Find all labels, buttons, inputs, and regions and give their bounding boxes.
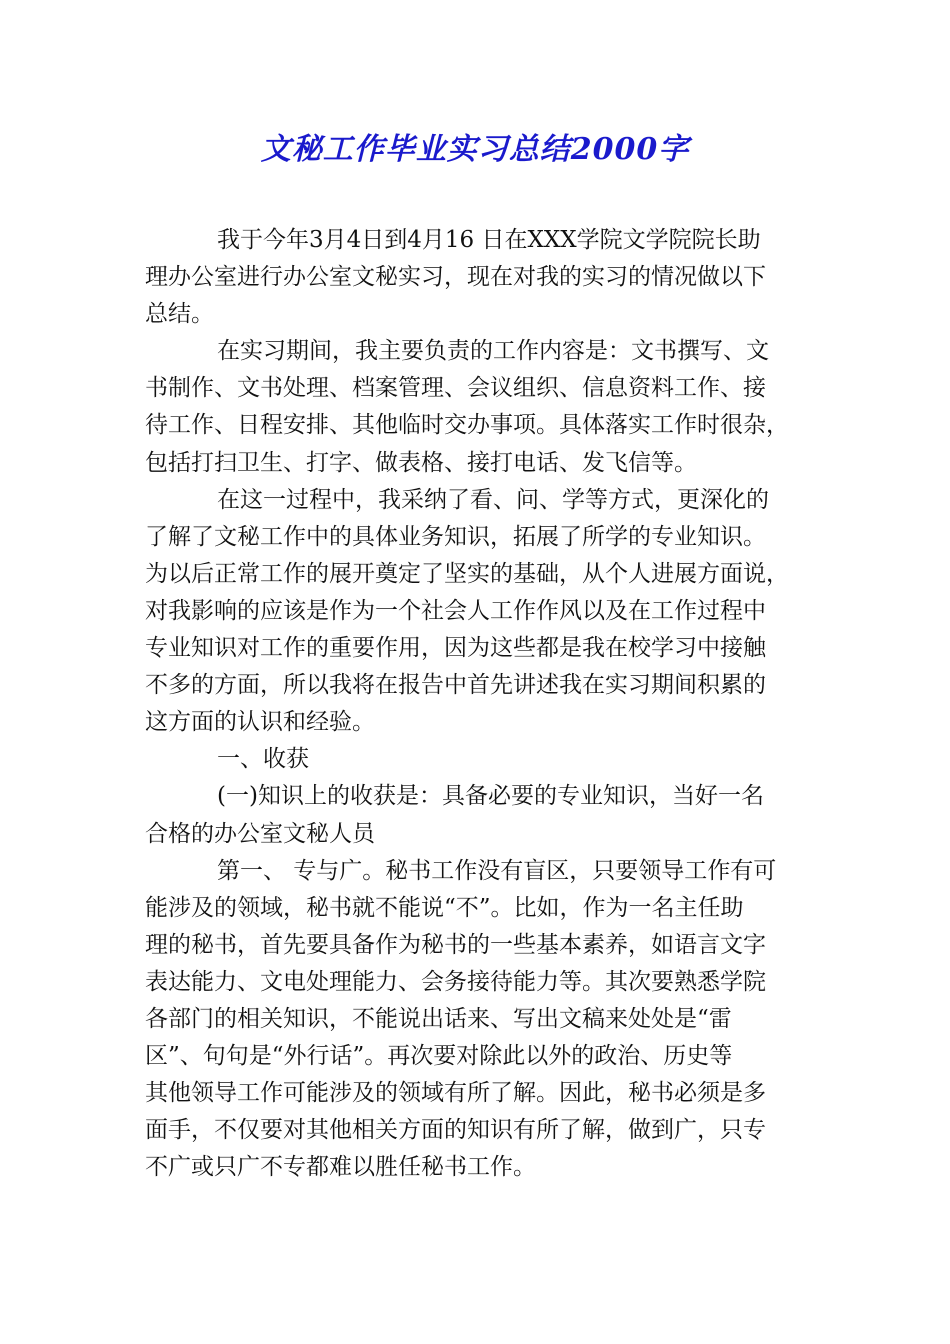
text-line: 合格的办公室文秘人员 <box>145 820 375 847</box>
text-line: 不广或只广不专都难以胜任秘书工作。 <box>145 1154 536 1181</box>
text-line: 第一、 专与广。秘书工作没有盲区，只要领导工作有可 <box>217 857 777 884</box>
text-line: 不多的方面，所以我将在报告中首先讲述我在实习期间积累的 <box>145 672 766 699</box>
text-line: 理办公室进行办公室文秘实习，现在对我的实习的情况做以下 <box>145 264 766 291</box>
text-line: 各部门的相关知识，不能说出话来、写出文稿来处处是“雷 <box>145 1005 732 1032</box>
text-line: (一)知识上的收获是：具备必要的专业知识，当好一名 <box>217 783 764 810</box>
text-line: 待工作、日程安排、其他临时交办事项。具体落实工作时很杂， <box>145 412 789 439</box>
text-line: 区”、句句是“外行话”。再次要对除此以外的政治、历史等 <box>145 1043 733 1070</box>
text-line: 一、收获 <box>217 746 309 773</box>
text-line: 其他领导工作可能涉及的领域有所了解。因此，秘书必须是多 <box>145 1080 766 1107</box>
document-title: 文秘工作毕业实习总结2000字 <box>260 132 690 167</box>
text-line: 了解了文秘工作中的具体业务知识，拓展了所学的专业知识。 <box>145 523 766 550</box>
text-line: 专业知识对工作的重要作用，因为这些都是我在校学习中接触 <box>145 635 766 662</box>
text-line: 理的秘书，首先要具备作为秘书的一些基本素养，如语言文字 <box>145 931 766 958</box>
document-body <box>145 222 805 1186</box>
text-line: 能涉及的领域，秘书就不能说“不”。比如，作为一名主任助 <box>145 894 744 921</box>
text-line: 书制作、文书处理、档案管理、会议组织、信息资料工作、接 <box>145 375 766 402</box>
text-line: 在这一过程中，我采纳了看、问、学等方式，更深化的 <box>217 486 769 513</box>
text-line: 为以后正常工作的展开奠定了坚实的基础，从个人进展方面说， <box>145 560 789 587</box>
text-line: 表达能力、文电处理能力、会务接待能力等。其次要熟悉学院 <box>145 968 766 995</box>
text-line: 我于今年3月4日到4月16 日在XXX学院文学院院长助 <box>217 227 761 253</box>
text-line: 包括打扫卫生、打字、做表格、接打电话、发飞信等。 <box>145 449 697 476</box>
text-line: 面手，不仅要对其他相关方面的知识有所了解，做到广，只专 <box>145 1117 766 1144</box>
text-line: 在实习期间，我主要负责的工作内容是：文书撰写、文 <box>217 338 769 365</box>
text-line: 这方面的认识和经验。 <box>145 709 375 736</box>
text-line: 总结。 <box>145 301 214 328</box>
text-line: 对我影响的应该是作为一个社会人工作作风以及在工作过程中 <box>145 597 766 624</box>
